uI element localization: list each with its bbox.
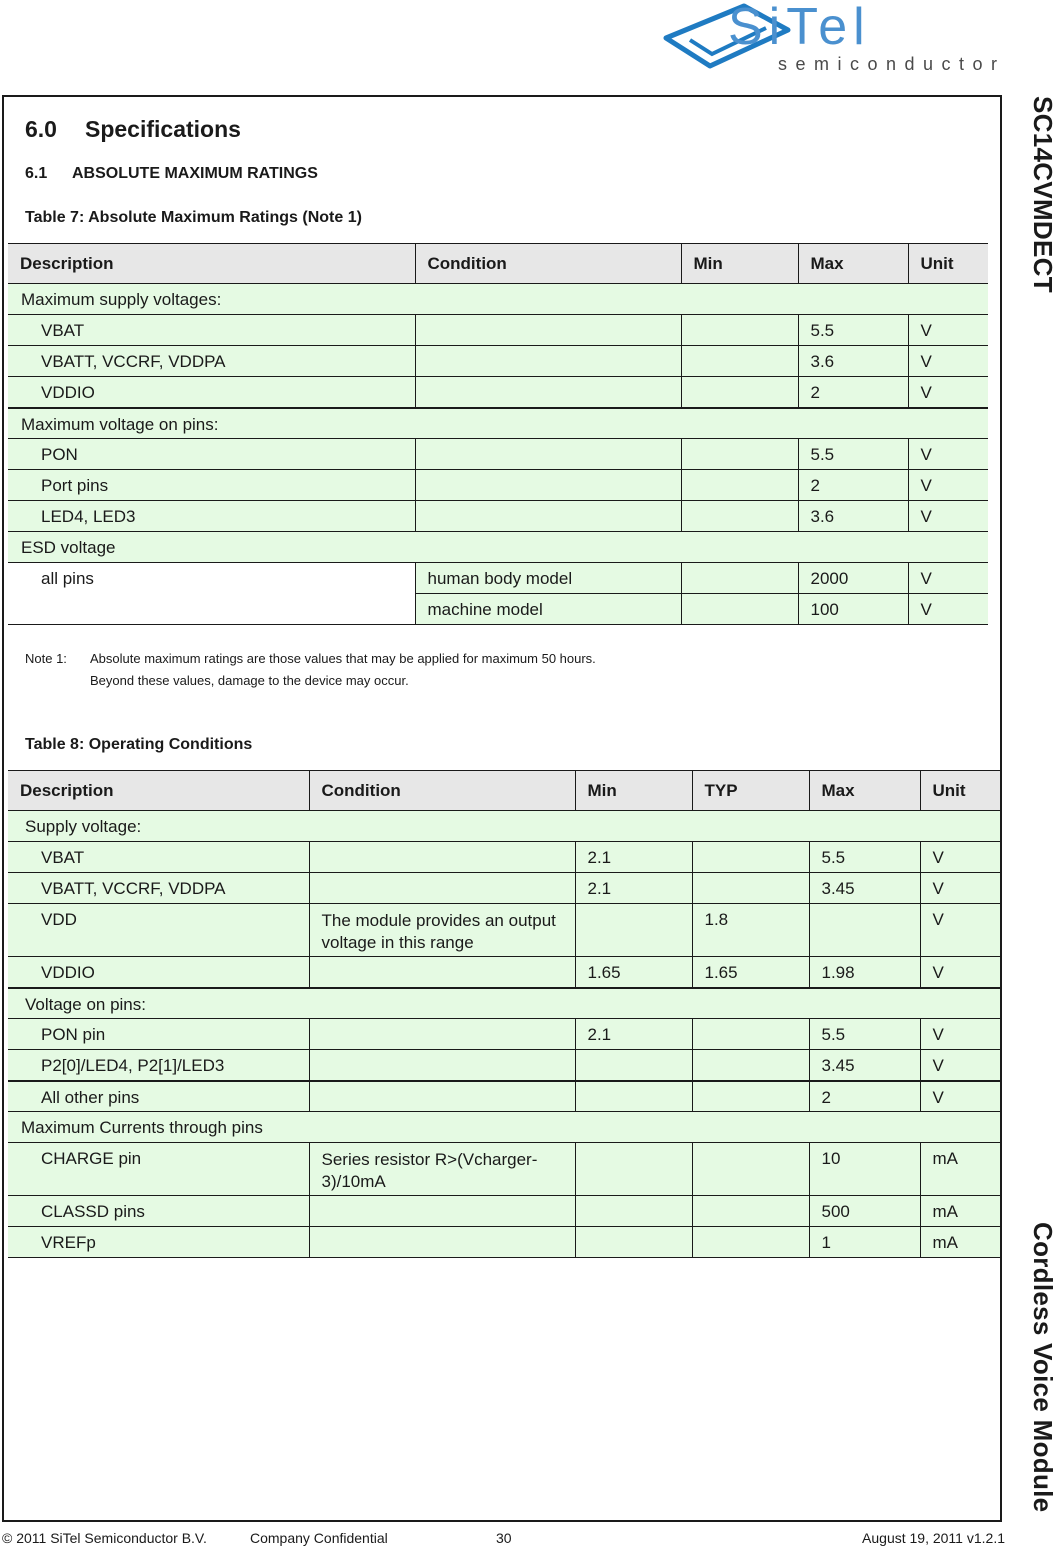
footer-copyright: © 2011 SiTel Semiconductor B.V. xyxy=(2,1530,207,1546)
cell: 2.1 xyxy=(575,1019,692,1050)
cell xyxy=(692,1019,809,1050)
header-cell: TYP xyxy=(692,771,809,811)
header-cell: Min xyxy=(575,771,692,811)
cell: VDDIO xyxy=(8,957,309,988)
cell: mA xyxy=(920,1196,1000,1227)
cell xyxy=(681,315,798,346)
side-title-module: Cordless Voice Module xyxy=(1028,1222,1058,1513)
cell: 5.5 xyxy=(798,315,908,346)
cell xyxy=(809,904,920,957)
operating-conditions-table xyxy=(8,770,1000,1258)
cell: mA xyxy=(920,1227,1000,1258)
cell: V xyxy=(920,842,1000,873)
cell: 3.45 xyxy=(809,1050,920,1081)
cell: VBATT, VCCRF, VDDPA xyxy=(8,346,415,377)
cell xyxy=(415,470,681,501)
table-row xyxy=(8,315,988,346)
table-group-row xyxy=(8,284,988,315)
cell: V xyxy=(908,470,988,501)
cell: PON xyxy=(8,439,415,470)
cell xyxy=(692,1081,809,1112)
cell: Series resistor R>(Vcharger-3)/10mA xyxy=(309,1143,575,1196)
header-cell: Description xyxy=(8,771,309,811)
cell: The module provides an output voltage in this range xyxy=(309,904,575,957)
cell xyxy=(692,1050,809,1081)
cell xyxy=(415,377,681,408)
cell: 5.5 xyxy=(809,842,920,873)
group-label: Maximum Currents through pins xyxy=(8,1112,1000,1143)
side-title-product: SC14CVMDECT xyxy=(1028,96,1058,293)
absolute-max-ratings-table xyxy=(8,243,988,625)
cell xyxy=(681,501,798,532)
cell: 1.65 xyxy=(692,957,809,988)
header-cell: Description xyxy=(8,244,415,284)
cell: VDDIO xyxy=(8,377,415,408)
cell xyxy=(309,842,575,873)
cell: machine model xyxy=(415,594,681,625)
cell: V xyxy=(908,377,988,408)
sitel-logo xyxy=(660,0,1040,92)
cell: 2 xyxy=(798,470,908,501)
cell xyxy=(575,1227,692,1258)
cell: V xyxy=(908,315,988,346)
header-cell: Max xyxy=(809,771,920,811)
cell xyxy=(681,346,798,377)
cell xyxy=(415,346,681,377)
table-group-row xyxy=(8,1112,1000,1143)
cell xyxy=(415,501,681,532)
subsection-heading xyxy=(25,165,318,183)
cell: 5.5 xyxy=(798,439,908,470)
note-label: Note 1: xyxy=(25,651,67,666)
cell xyxy=(681,594,798,625)
cell: 1.98 xyxy=(809,957,920,988)
table-row xyxy=(8,470,988,501)
footer-page-number: 30 xyxy=(496,1530,512,1546)
cell: P2[0]/LED4, P2[1]/LED3 xyxy=(8,1050,309,1081)
cell: All other pins xyxy=(8,1081,309,1112)
table7-caption: Table 7: Absolute Maximum Ratings (Note 1) xyxy=(25,209,362,226)
cell: V xyxy=(908,439,988,470)
cell: V xyxy=(920,1081,1000,1112)
cell xyxy=(415,315,681,346)
table8-caption: Table 8: Operating Conditions xyxy=(25,736,253,753)
header-cell: Condition xyxy=(309,771,575,811)
section-title: Specifications xyxy=(85,116,241,142)
cell: VBAT xyxy=(8,842,309,873)
section-number: 6.0 xyxy=(25,116,57,142)
logo-tagline: semiconductor xyxy=(778,54,1006,74)
cell xyxy=(692,842,809,873)
cell: 100 xyxy=(798,594,908,625)
cell: PON pin xyxy=(8,1019,309,1050)
cell xyxy=(681,377,798,408)
table-row xyxy=(8,563,988,594)
cell xyxy=(309,1196,575,1227)
group-label: Maximum supply voltages: xyxy=(8,284,988,315)
subsection-title: ABSOLUTE MAXIMUM RATINGS xyxy=(72,165,318,182)
cell xyxy=(681,470,798,501)
cell xyxy=(309,1227,575,1258)
header-cell: Condition xyxy=(415,244,681,284)
group-label: Maximum voltage on pins: xyxy=(8,408,988,439)
group-label: Voltage on pins: xyxy=(8,988,1000,1019)
cell xyxy=(309,1050,575,1081)
table-row xyxy=(8,904,1000,957)
table-header-row xyxy=(8,244,988,284)
cell: LED4, LED3 xyxy=(8,501,415,532)
table-row xyxy=(8,842,1000,873)
section-heading xyxy=(25,116,241,143)
cell: CLASSD pins xyxy=(8,1196,309,1227)
cell: V xyxy=(920,873,1000,904)
cell xyxy=(309,1081,575,1112)
table-row xyxy=(8,957,1000,988)
cell: VREFp xyxy=(8,1227,309,1258)
table-row xyxy=(8,346,988,377)
table-row xyxy=(8,1019,1000,1050)
table-group-row xyxy=(8,811,1000,842)
table-row xyxy=(8,873,1000,904)
cell xyxy=(692,1196,809,1227)
cell: 3.6 xyxy=(798,346,908,377)
cell xyxy=(575,1196,692,1227)
cell: V xyxy=(908,563,988,594)
cell: V xyxy=(908,594,988,625)
table-header-row xyxy=(8,771,1000,811)
table-group-row xyxy=(8,532,988,563)
table-group-row xyxy=(8,988,1000,1019)
table-row xyxy=(8,377,988,408)
cell xyxy=(575,1050,692,1081)
header-cell: Max xyxy=(798,244,908,284)
cell: 3.45 xyxy=(809,873,920,904)
page-footer xyxy=(0,1530,1005,1548)
subsection-number: 6.1 xyxy=(25,165,48,182)
cell: V xyxy=(920,1050,1000,1081)
table-row xyxy=(8,1196,1000,1227)
cell: 10 xyxy=(809,1143,920,1196)
logo-brand: SiTel xyxy=(728,0,871,56)
cell: 2.1 xyxy=(575,873,692,904)
cell: 5.5 xyxy=(809,1019,920,1050)
cell: 2000 xyxy=(798,563,908,594)
cell: CHARGE pin xyxy=(8,1143,309,1196)
table-row xyxy=(8,1143,1000,1196)
table-row xyxy=(8,501,988,532)
cell: Port pins xyxy=(8,470,415,501)
cell: V xyxy=(920,1019,1000,1050)
cell: 3.6 xyxy=(798,501,908,532)
group-label: ESD voltage xyxy=(8,532,988,563)
cell: 2 xyxy=(809,1081,920,1112)
cell xyxy=(692,1227,809,1258)
cell: 2 xyxy=(798,377,908,408)
cell xyxy=(309,873,575,904)
header-cell: Min xyxy=(681,244,798,284)
table-group-row xyxy=(8,408,988,439)
cell: 1.8 xyxy=(692,904,809,957)
cell: V xyxy=(920,904,1000,957)
table-row xyxy=(8,1227,1000,1258)
cell xyxy=(309,1019,575,1050)
cell: 500 xyxy=(809,1196,920,1227)
note-line-2: Beyond these values, damage to the device may occur. xyxy=(90,673,409,688)
cell xyxy=(681,563,798,594)
cell: V xyxy=(920,957,1000,988)
table-row xyxy=(8,439,988,470)
cell xyxy=(575,1143,692,1196)
cell xyxy=(309,957,575,988)
cell: 1.65 xyxy=(575,957,692,988)
cell: V xyxy=(908,501,988,532)
cell: mA xyxy=(920,1143,1000,1196)
cell: VBATT, VCCRF, VDDPA xyxy=(8,873,309,904)
table-row xyxy=(8,1050,1000,1081)
cell: 1 xyxy=(809,1227,920,1258)
cell xyxy=(575,1081,692,1112)
cell: VBAT xyxy=(8,315,415,346)
cell xyxy=(692,1143,809,1196)
group-label: Supply voltage: xyxy=(8,811,1000,842)
footer-date-version: August 19, 2011 v1.2.1 xyxy=(862,1530,1005,1546)
cell xyxy=(681,439,798,470)
header-cell: Unit xyxy=(920,771,1000,811)
header-cell: Unit xyxy=(908,244,988,284)
table-row xyxy=(8,1081,1000,1112)
note-line-1: Absolute maximum ratings are those values that may be applied for maximum 50 hours. xyxy=(90,651,596,666)
cell: all pins xyxy=(8,563,415,625)
cell: 2.1 xyxy=(575,842,692,873)
cell xyxy=(575,904,692,957)
cell: V xyxy=(908,346,988,377)
cell: human body model xyxy=(415,563,681,594)
table-note xyxy=(25,648,596,692)
cell xyxy=(415,439,681,470)
cell: VDD xyxy=(8,904,309,957)
footer-confidential: Company Confidential xyxy=(250,1530,388,1546)
cell xyxy=(692,873,809,904)
